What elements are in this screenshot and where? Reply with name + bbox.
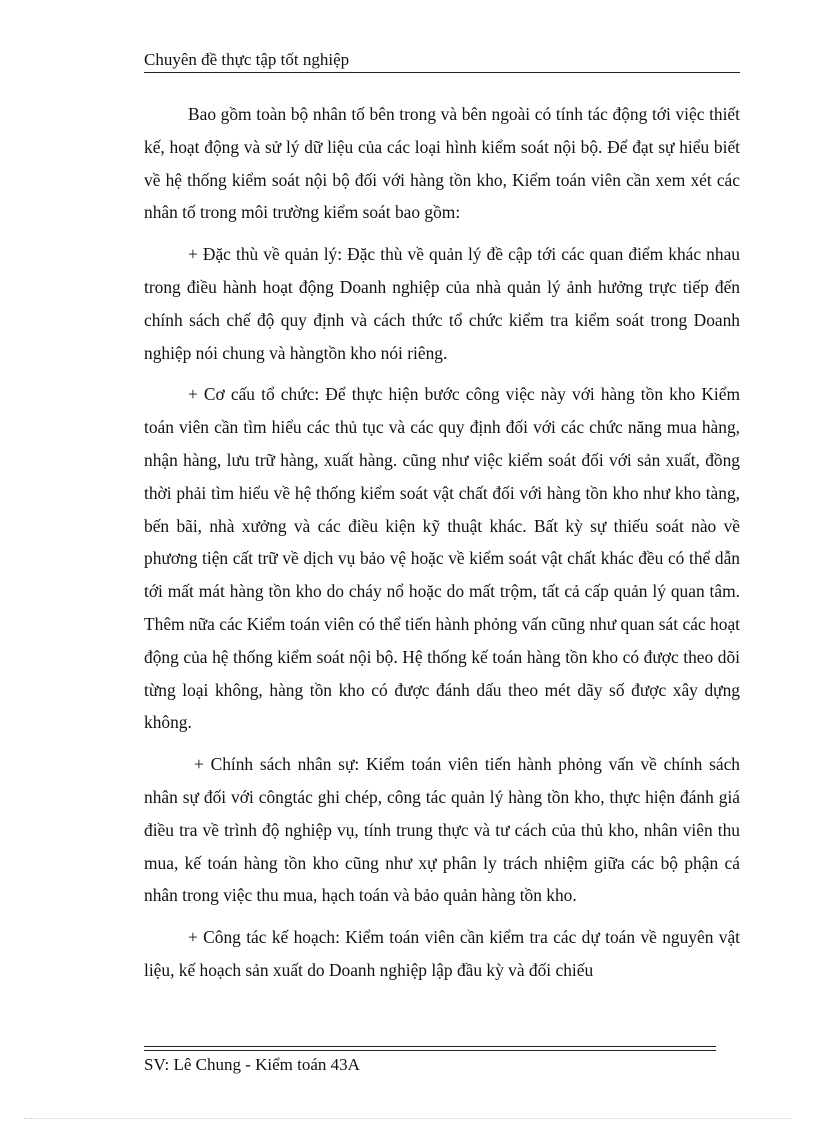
page-header (144, 48, 740, 73)
paragraph-intro: Bao gồm toàn bộ nhân tố bên trong và bên ngoài có tính tác động tới việc thiết kế, hoạt động và sử lý dữ liệu của các loại hình kiểm soát nội bộ. Để đạt sự hiểu biết về hệ thống kiểm soát nội bộ đối với hàng tồn kho, Kiểm toán viên cần xem xét các nhân tố trong môi trường kiểm soát bao gồm: (144, 104, 740, 223)
paragraph-management: + Đặc thù về quản lý: Đặc thù về quản lý đề cập tới các quan điểm khác nhau trong điều hành hoạt động Doanh nghiệp của nhà quản lý ảnh hưởng trực tiếp đến chính sách chế độ quy định và cách thức tổ chức kiểm tra kiểm soát trong Doanh nghiệp nói chung và hàngtồn kho nói riêng. (144, 244, 740, 363)
header-title: Chuyên đề thực tập tốt nghiệp (144, 50, 350, 69)
paragraph-personnel: + Chính sách nhân sự: Kiểm toán viên tiến hành phỏng vấn về chính sách nhân sự đối với côngtác ghi chép, công tác quản lý hàng tồn kho, thực hiện đánh giá điều tra về trình độ nghiệp vụ, tính trung thực và tư cách của thủ kho, nhân viên thu mua, kế toán hàng tồn kho cũng như xự phân ly trách nhiệm giữa các bộ phận cá nhân trong việc thu mua, hạch toán và bảo quản hàng tồn kho. (144, 754, 740, 906)
page-edge-divider (24, 1118, 792, 1119)
footer-divider (144, 1046, 716, 1051)
paragraph-planning: + Công tác kế hoạch: Kiểm toán viên cần kiểm tra các dự toán về nguyên vật liệu, kế hoạch sản xuất do Doanh nghiệp lập đầu kỳ và đối chiếu (144, 927, 740, 980)
paragraph-organization: + Cơ cấu tổ chức: Để thực hiện bước công việc này với hàng tồn kho Kiểm toán viên cần tìm hiểu các thủ tục và các quy định đối với các chức năng mua hàng, nhận hàng, lưu trữ hàng, xuất hàng. cũng như việc kiểm soát đối với sản xuất, đồng thời phải tìm hiểu về hệ thống kiểm soát vật chất đối với hàng tồn kho như kho tàng, bến bãi, nhà xưởng và các điều kiện kỹ thuật khác. Bất kỳ sự thiếu soát nào về phương tiện cất trữ về dịch vụ bảo vệ hoặc về kiểm soát vật chất khác đều có thể dẫn tới mất mát hàng tồn kho do cháy nổ hoặc do mất trộm, tất cả cấp quản lý quan tâm. Thêm nữa các Kiểm toán viên có thể tiến hành phỏng vấn cũng như quan sát các hoạt động của hệ thống kiểm soát nội bộ. Hệ thống kế toán hàng tồn kho có được theo dõi từng loại không, hàng tồn kho có được đánh dấu theo mét dãy số được xây dựng không. (144, 384, 740, 733)
footer-text: SV: Lê Chung - Kiểm toán 43A (144, 1055, 360, 1074)
body-text (144, 98, 740, 996)
